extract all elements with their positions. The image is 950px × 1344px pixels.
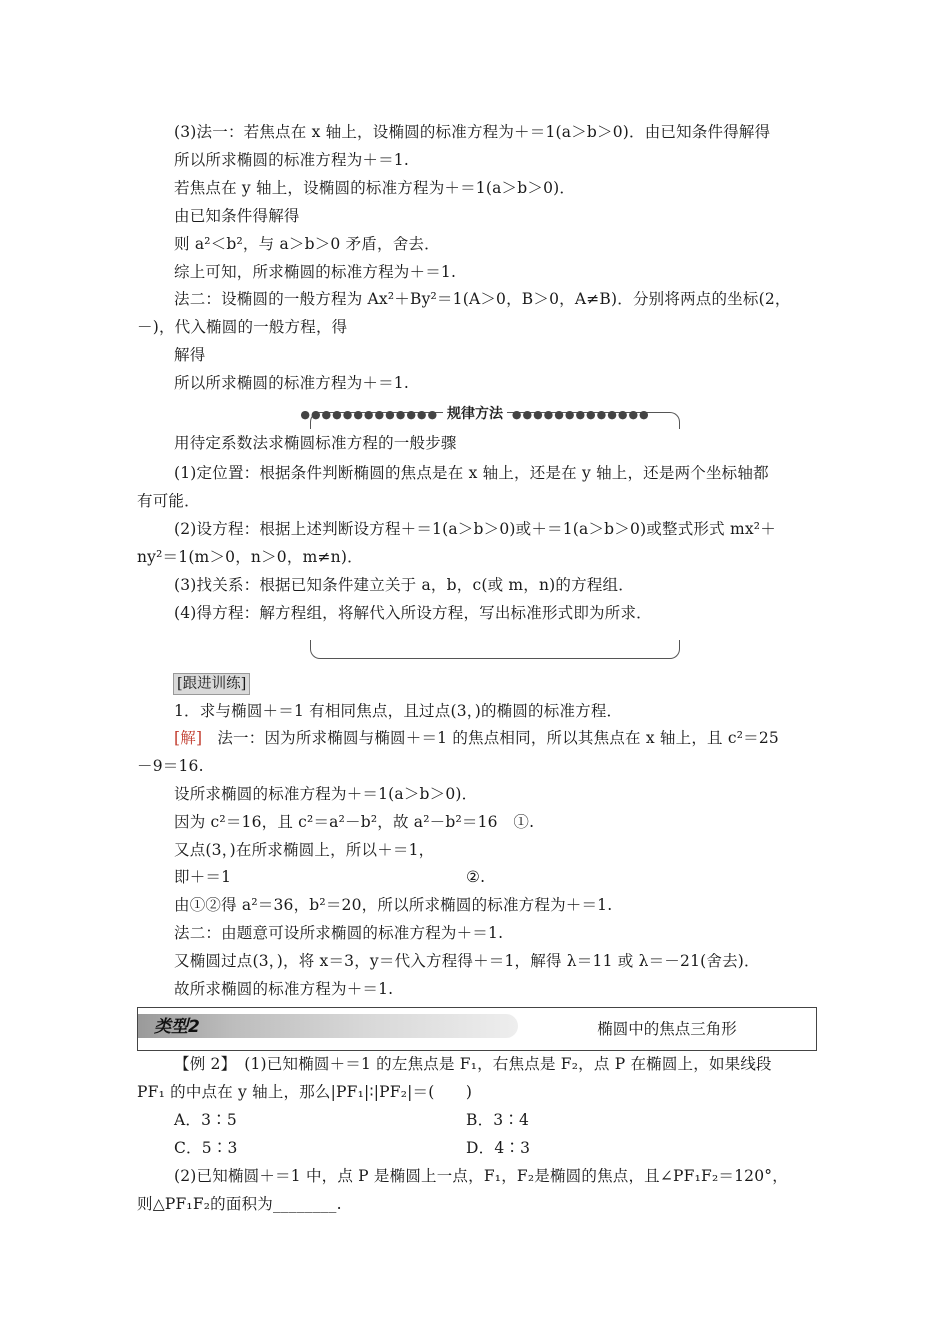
text-line: 则 a²＜b²，与 a＞b＞0 矛盾，舍去． <box>174 235 440 253</box>
option-b: B．3∶4 <box>466 1111 530 1129</box>
dots-decoration: ●●●●●●●●●●●●● <box>300 408 439 421</box>
rule-heading: 用待定系数法求椭圆标准方程的一般步骤 <box>174 434 457 452</box>
solution-line: －9＝16. <box>137 757 204 775</box>
text-line: 法二：设椭圆的一般方程为 Ax²＋By²＝1(A＞0，B＞0，A≠B)．分别将两点的坐标(2， <box>174 290 791 308</box>
solution-tag: [解] <box>174 729 203 747</box>
example-line: 【例 2】 (1)已知椭圆＋＝1 的左焦点是 F₁，右焦点是 F₂，点 P 在椭圆上，如果线段 <box>174 1055 772 1073</box>
solution-line: 又点(3，)在所求椭圆上，所以＋＝1， <box>174 841 435 859</box>
text-line: 所以所求椭圆的标准方程为＋＝1. <box>174 151 409 169</box>
text-line: 所以所求椭圆的标准方程为＋＝1. <box>174 374 409 392</box>
solution-line: 即＋＝1 <box>174 868 232 886</box>
solution-line <box>174 727 779 749</box>
rule-box-title-text: 规律方法 <box>443 406 507 422</box>
rule-step: (2)设方程：根据上述判断设方程＋＝1(a＞b＞0)或＋＝1(a＞b＞0)或整式形式 mx²＋ <box>174 520 776 538</box>
example-line: 则△PF₁F₂的面积为________. <box>137 1195 342 1213</box>
solution-line-mark: ②. <box>466 868 486 886</box>
solution-line: 又椭圆过点(3，)，将 x＝3，y＝代入方程得＋＝1，解得 λ＝11 或 λ＝－21(舍去)． <box>174 952 760 970</box>
text-line: 若焦点在 y 轴上，设椭圆的标准方程为＋＝1(a＞b＞0)． <box>174 179 576 197</box>
solution-line: 因为 c²＝16，且 c²＝a²－b²，故 a²－b²＝16 ①. <box>174 813 535 831</box>
text-line: －)，代入椭圆的一般方程，得 <box>137 318 348 336</box>
rule-box-bottom-border <box>310 640 680 659</box>
solution-line: 法二：由题意可设所求椭圆的标准方程为＋＝1. <box>174 924 504 942</box>
type-label: 类型2 <box>154 1017 200 1037</box>
rule-step: 有可能． <box>137 492 200 510</box>
dots-decoration: ●●●●●●●●●●●●● <box>511 408 650 421</box>
text-line: (3)法一：若焦点在 x 轴上，设椭圆的标准方程为＋＝1(a＞b＞0)．由已知条件得解得 <box>174 123 771 141</box>
solution-line: 由①②得 a²＝36，b²＝20，所以所求椭圆的标准方程为＋＝1. <box>174 896 613 914</box>
rule-step: (3)找关系：根据已知条件建立关于 a，b，c(或 m，n)的方程组． <box>174 576 634 594</box>
type-title: 椭圆中的焦点三角形 <box>597 1020 737 1038</box>
rule-step: ny²＝1(m＞0，n＞0，m≠n)． <box>137 548 363 566</box>
option-c: C．5∶3 <box>174 1139 238 1157</box>
practice-question: 1．求与椭圆＋＝1 有相同焦点，且过点(3，)的椭圆的标准方程． <box>174 702 623 720</box>
text-line: 解得 <box>174 346 206 364</box>
text-line: 综上可知，所求椭圆的标准方程为＋＝1. <box>174 263 457 281</box>
rule-step: (4)得方程：解方程组，将解代入所设方程，写出标准形式即为所求． <box>174 604 652 622</box>
solution-text: 法一：因为所求椭圆与椭圆＋＝1 的焦点相同，所以其焦点在 x 轴上，且 c²＝25 <box>217 729 779 747</box>
example-line: (2)已知椭圆＋＝1 中，点 P 是椭圆上一点，F₁，F₂是椭圆的焦点，且∠PF₁F₂＝120°， <box>174 1167 788 1185</box>
option-d: D．4∶3 <box>466 1139 531 1157</box>
text-line: 由已知条件得解得 <box>174 207 300 225</box>
solution-line: 故所求椭圆的标准方程为＋＝1. <box>174 980 394 998</box>
practice-label: [跟进训练] <box>173 673 250 695</box>
example-line: PF₁ 的中点在 y 轴上，那么|PF₁|∶|PF₂|＝( ) <box>137 1083 473 1101</box>
rule-step: (1)定位置：根据条件判断椭圆的焦点是在 x 轴上，还是在 y 轴上，还是两个坐标轴都 <box>174 464 769 482</box>
solution-line: 设所求椭圆的标准方程为＋＝1(a＞b＞0)． <box>174 785 478 803</box>
option-a: A．3∶5 <box>174 1111 237 1129</box>
rule-box-title <box>0 403 950 423</box>
type-banner <box>137 1007 817 1051</box>
